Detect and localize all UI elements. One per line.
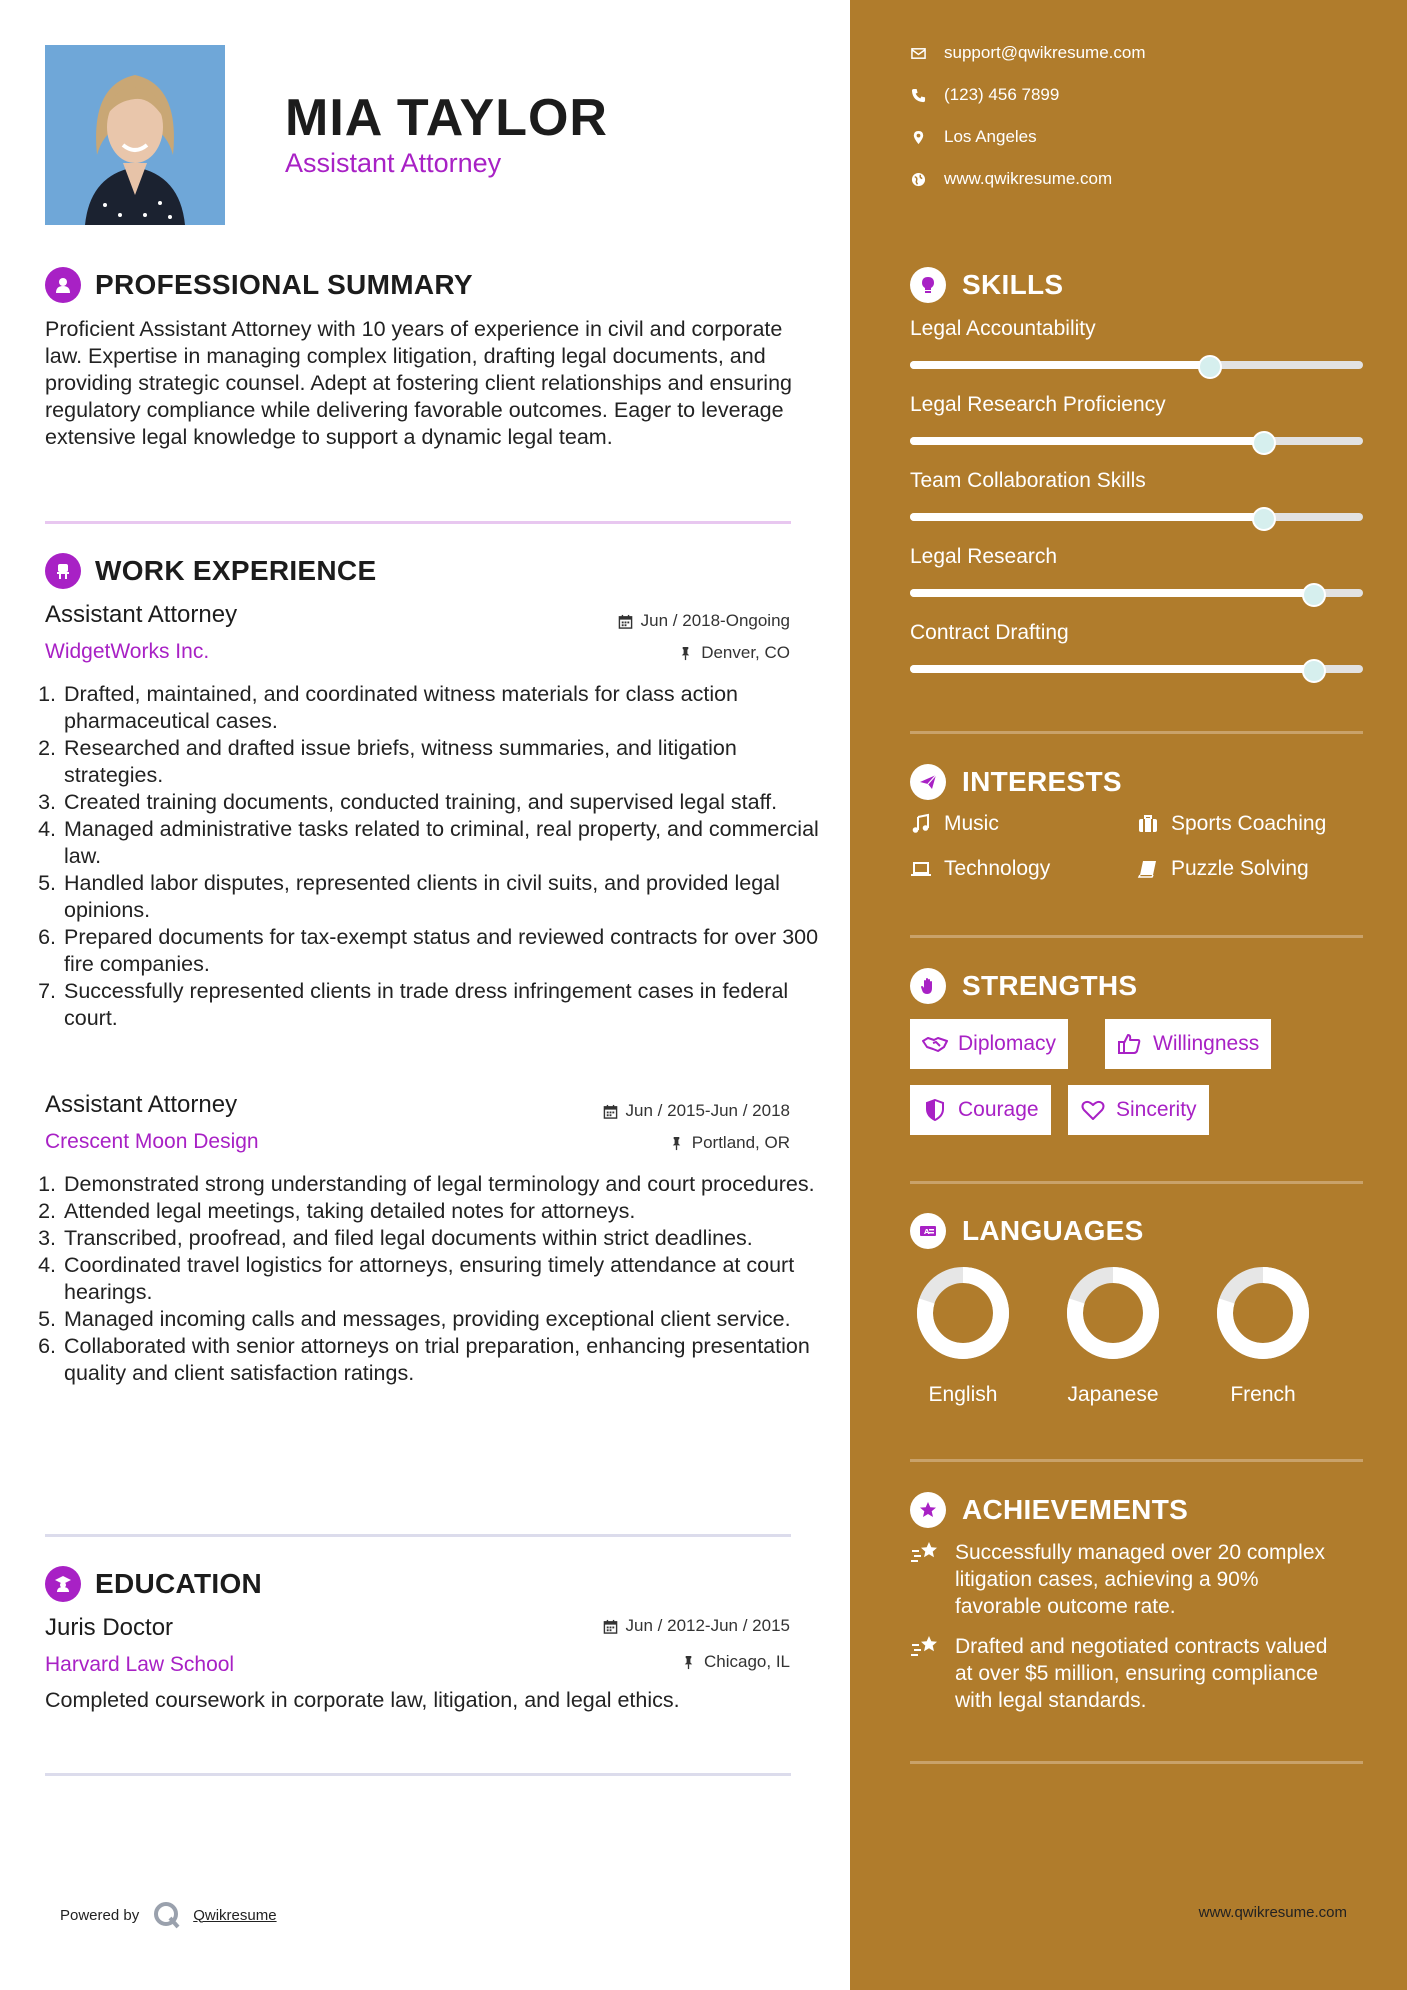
lightbulb-icon — [910, 267, 946, 303]
paper-plane-icon — [910, 764, 946, 800]
qwikresume-logo-icon — [153, 1901, 181, 1929]
shooting-star-icon — [910, 1633, 942, 1661]
summary-heading — [45, 267, 473, 303]
skill-label: Team Collaboration Skills — [910, 469, 1146, 492]
list-item: 4. Coordinated travel logistics for attorneys, ensuring timely attendance at court hearings. — [62, 1252, 822, 1306]
hand-icon — [910, 968, 946, 1004]
strength-label: Willingness — [1153, 1032, 1260, 1055]
heart-icon — [1080, 1099, 1106, 1121]
skill-bar — [910, 513, 1363, 521]
list-item: 6. Prepared documents for tax-exempt status and reviewed contracts for over 300 fire companies. — [62, 924, 822, 978]
language-ring — [916, 1266, 1010, 1360]
skill-label: Legal Research — [910, 545, 1058, 568]
translate-icon — [910, 1213, 946, 1249]
list-item: 4. Managed administrative tasks related to criminal, real property, and commercial law. — [62, 816, 822, 870]
interests-heading — [910, 764, 1122, 800]
job-dates-text: Jun / 2015-Jun / 2018 — [625, 1101, 790, 1120]
interest-label: Puzzle Solving — [1171, 857, 1309, 880]
profile-photo — [45, 45, 225, 225]
section-divider — [910, 731, 1363, 734]
section-divider — [45, 521, 791, 524]
skill-bar-fill — [910, 513, 1263, 521]
job-bullets — [45, 681, 822, 1032]
list-item: 5. Handled labor disputes, represented clients in civil suits, and provided legal opinions. — [62, 870, 822, 924]
education-heading — [45, 1566, 262, 1602]
globe-icon — [910, 171, 926, 187]
handshake-icon — [922, 1033, 948, 1055]
thumbs-up-icon — [1117, 1033, 1143, 1055]
achievements-heading — [910, 1492, 1188, 1528]
job-location — [678, 643, 790, 663]
calendar-icon — [618, 614, 633, 629]
job-location-text: Denver, CO — [701, 643, 790, 662]
skill-bar-fill — [910, 665, 1313, 673]
education-dates — [603, 1616, 790, 1636]
language-ring — [1216, 1266, 1310, 1360]
contact-email-text[interactable]: support@qwikresume.com — [944, 43, 1146, 62]
section-divider — [45, 1773, 791, 1776]
achievement-text: Successfully managed over 20 complex litigation cases, achieving a 90% favorable outcome rate. — [955, 1541, 1326, 1618]
education-description: Completed coursework in corporate law, litigation, and legal ethics. — [45, 1688, 680, 1712]
language-item — [908, 1266, 1018, 1407]
pin-icon — [669, 1136, 684, 1151]
language-ring — [1066, 1266, 1160, 1360]
languages-title: LANGUAGES — [962, 1215, 1144, 1246]
achievements-title: ACHIEVEMENTS — [962, 1494, 1189, 1525]
powered-by — [60, 1901, 277, 1929]
skill-bar — [910, 589, 1363, 597]
skill-bar — [910, 361, 1363, 369]
work-heading — [45, 553, 376, 589]
contact-location — [910, 127, 1037, 147]
interest-item — [910, 857, 1050, 881]
job-bullets — [45, 1171, 822, 1387]
education-title: EDUCATION — [95, 1568, 263, 1599]
pin-icon — [678, 646, 693, 661]
job-dates — [603, 1101, 790, 1121]
briefcase-icon — [1137, 813, 1159, 835]
achievement-item — [910, 1633, 1350, 1714]
language-name: French — [1230, 1383, 1296, 1406]
skills-heading — [910, 267, 1063, 303]
skill-bar-fill — [910, 361, 1209, 369]
interests-title: INTERESTS — [962, 766, 1122, 797]
skill-bar-knob — [1302, 583, 1326, 607]
skill-bar-knob — [1252, 507, 1276, 531]
svg-text:A: A — [924, 1228, 930, 1236]
list-item: 2. Researched and drafted issue briefs, witness summaries, and litigation strategies. — [62, 735, 822, 789]
strengths-title: STRENGTHS — [962, 970, 1138, 1001]
graduate-icon — [45, 1566, 81, 1602]
job-title: Assistant Attorney — [45, 1091, 238, 1118]
interest-item — [1137, 812, 1326, 836]
job-company: WidgetWorks Inc. — [45, 640, 210, 663]
section-divider — [910, 935, 1363, 938]
skill-label: Legal Research Proficiency — [910, 393, 1166, 416]
list-item: 5. Managed incoming calls and messages, providing exceptional client service. — [62, 1306, 822, 1333]
job-location — [669, 1133, 790, 1153]
contact-phone-text[interactable]: (123) 456 7899 — [944, 85, 1060, 104]
candidate-name: MIA TAYLOR — [285, 89, 608, 147]
strength-badge — [910, 1085, 1051, 1135]
list-item: 7. Successfully represented clients in trade dress infringement cases in federal court. — [62, 978, 822, 1032]
skill-bar-knob — [1252, 431, 1276, 455]
job-location-text: Portland, OR — [691, 1133, 790, 1152]
contact-location-text: Los Angeles — [944, 127, 1037, 146]
footer-website[interactable]: www.qwikresume.com — [1198, 1904, 1347, 1921]
achievement-text: Drafted and negotiated contracts valued at over $5 million, ensuring compliance with legal standards. — [955, 1635, 1328, 1712]
work-title: WORK EXPERIENCE — [95, 555, 377, 586]
language-item — [1208, 1266, 1318, 1407]
education-location-text: Chicago, IL — [704, 1652, 790, 1671]
book-icon — [1137, 858, 1159, 880]
calendar-icon — [603, 1619, 618, 1634]
skill-bar — [910, 437, 1363, 445]
contact-website-text[interactable]: www.qwikresume.com — [944, 169, 1113, 188]
contact-email — [910, 43, 1146, 63]
user-icon — [45, 267, 81, 303]
star-badge-icon — [910, 1492, 946, 1528]
section-divider — [910, 1181, 1363, 1184]
interest-label: Music — [944, 812, 999, 835]
contact-phone — [910, 85, 1059, 105]
qwikresume-link[interactable]: Qwikresume — [193, 1906, 277, 1924]
section-divider — [45, 1534, 791, 1537]
education-location — [681, 1652, 790, 1672]
job-dates-text: Jun / 2018-Ongoing — [640, 611, 790, 630]
interest-item — [1137, 857, 1309, 881]
list-item: 6. Collaborated with senior attorneys on trial preparation, enhancing presentation quality and client satisfaction ratings. — [62, 1333, 822, 1387]
envelope-icon — [910, 45, 926, 61]
section-divider — [910, 1761, 1363, 1764]
section-divider — [910, 1459, 1363, 1462]
music-icon — [910, 813, 932, 835]
skill-bar-fill — [910, 437, 1263, 445]
contact-website — [910, 169, 1112, 189]
list-item: 2. Attended legal meetings, taking detailed notes for attorneys. — [62, 1198, 822, 1225]
strength-badge — [1105, 1019, 1271, 1069]
summary-title: PROFESSIONAL SUMMARY — [95, 269, 473, 300]
skills-title: SKILLS — [962, 269, 1064, 300]
shield-icon — [922, 1099, 948, 1121]
job-dates — [618, 611, 790, 631]
summary-text: Proficient Assistant Attorney with 10 years of experience in civil and corporate law. Expertise in managing complex litigation, drafting legal documents, and providing strategic counsel. Adept at fostering client relationships and ensuring regulatory compliance while delivering favorable outcomes. Eager to leverage extensive legal knowledge to support a dynamic legal team. — [45, 317, 792, 449]
interest-item — [910, 812, 999, 836]
skill-label: Contract Drafting — [910, 621, 1069, 644]
skill-bar-knob — [1302, 659, 1326, 683]
list-item: 3. Created training documents, conducted training, and supervised legal staff. — [62, 789, 822, 816]
map-marker-icon — [910, 129, 926, 145]
school-name: Harvard Law School — [45, 1653, 235, 1676]
calendar-icon — [603, 1104, 618, 1119]
strength-badge — [910, 1019, 1068, 1069]
shooting-star-icon — [910, 1539, 942, 1567]
language-name: Japanese — [1067, 1383, 1159, 1406]
strength-label: Diplomacy — [958, 1032, 1057, 1055]
strengths-heading — [910, 968, 1137, 1004]
skill-bar-knob — [1198, 355, 1222, 379]
skill-bar-fill — [910, 589, 1313, 597]
phone-icon — [910, 87, 926, 103]
list-item: 1. Demonstrated strong understanding of legal terminology and court procedures. — [62, 1171, 822, 1198]
interest-label: Technology — [944, 857, 1051, 880]
candidate-title: Assistant Attorney — [285, 148, 502, 178]
interest-label: Sports Coaching — [1171, 812, 1327, 835]
language-name: English — [928, 1383, 998, 1406]
job-title: Assistant Attorney — [45, 601, 238, 628]
language-item — [1058, 1266, 1168, 1407]
job-company: Crescent Moon Design — [45, 1130, 259, 1153]
list-item: 1. Drafted, maintained, and coordinated witness materials for class action pharmaceutical cases. — [62, 681, 822, 735]
strength-badge — [1068, 1085, 1209, 1135]
degree-title: Juris Doctor — [45, 1614, 174, 1641]
strength-label: Sincerity — [1116, 1098, 1197, 1121]
laptop-icon — [910, 858, 932, 880]
skill-bar — [910, 665, 1363, 673]
chair-icon — [45, 553, 81, 589]
list-item: 3. Transcribed, proofread, and filed legal documents within strict deadlines. — [62, 1225, 822, 1252]
languages-heading — [910, 1213, 1144, 1249]
education-dates-text: Jun / 2012-Jun / 2015 — [625, 1616, 790, 1635]
powered-by-label: Powered by — [60, 1906, 140, 1924]
sidebar — [850, 0, 1407, 1990]
strength-label: Courage — [958, 1098, 1039, 1121]
skill-label: Legal Accountability — [910, 317, 1096, 340]
pin-icon — [681, 1655, 696, 1670]
achievement-item — [910, 1539, 1350, 1620]
